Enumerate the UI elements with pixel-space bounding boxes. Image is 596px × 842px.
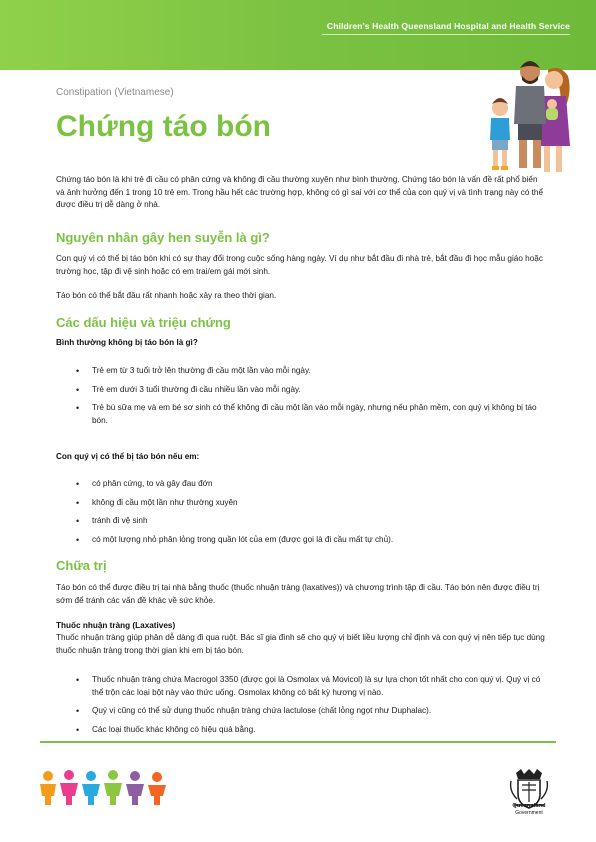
list-item: • Trẻ bú sữa mẹ và em bé sơ sinh có thể không đi cầu một lần vào mỗi ngày, nhưng nếu phân mềm, con quý vị không bị táo bón. bbox=[56, 402, 546, 427]
page-title: Chứng táo bón bbox=[56, 110, 272, 143]
list-item: • Các loại thuốc khác không có hiệu quả bằng. bbox=[56, 724, 546, 737]
causes-paragraph-1: Con quý vị có thể bị táo bón khi có sự thay đổi trong cuộc sống hàng ngày. Ví dụ như bắt đầu đi nhà trẻ, bắt đầu đi học mẫu giáo hoặc trường học, tập đi vệ sinh hoặc có em trai/em gái mới sinh. bbox=[56, 254, 543, 276]
list-item: • Thuốc nhuận tràng chứa Macrogol 3350 (được gọi là Osmolax và Movicol) là sự lựa chọn tốt nhất cho con quý vị. Quý vị có thể trộn các loại bột này vào thức uống. Osmolax không có bất kỳ hương vị nào. bbox=[56, 674, 546, 699]
figure-6 bbox=[148, 772, 166, 805]
figure-2 bbox=[60, 770, 78, 805]
document-subtitle: Constipation (Vietnamese) bbox=[56, 87, 174, 98]
gov-name-line-1: Queensland bbox=[512, 803, 546, 809]
list-item: • Trẻ em từ 3 tuổi trở lên thường đi cầu một lần vào mỗi ngày. bbox=[56, 365, 546, 378]
intro-paragraph: Chứng táo bón là khi trẻ đi cầu có phân cứng và không đi cầu thường xuyên như bình thường. Chứng táo bón là vấn đề rất phổ biến và ảnh hưởng đến 1 trong 10 trẻ em. Trong hầu hết các trường hợp, không có gì sai với cơ thể của con quý vị và tình trạng này có thể được điều trị dễ dàng ở nhà. bbox=[56, 175, 544, 210]
laxatives-list bbox=[56, 674, 546, 736]
symptoms-heading: Các dấu hiệu và triệu chứng bbox=[56, 315, 231, 330]
list-item: • Trẻ em dưới 3 tuổi thường đi cầu nhiều lần vào mỗi ngày. bbox=[56, 384, 546, 397]
footer-rule bbox=[40, 741, 556, 743]
list-item: • có phân cứng, to và gây đau đớn bbox=[56, 478, 546, 491]
figure-3 bbox=[82, 771, 100, 805]
treatment-paragraph: Táo bón có thể được điều trị tại nhà bằng thuốc (thuốc nhuận tràng (laxatives)) và chương trình tập đi cầu. Táo bón nên được điều trị sớm để tránh các vấn đề khác về sức khỏe. bbox=[56, 583, 540, 605]
family-illustration bbox=[486, 56, 572, 178]
children-figures-logo bbox=[40, 770, 170, 806]
header-rule bbox=[322, 34, 570, 35]
figure-5 bbox=[126, 771, 144, 805]
laxatives-paragraph: Thuốc nhuận tràng giúp phân dễ dàng đi qua ruột. Bác sĩ gia đình sẽ cho quý vị biết liều lượng chỉ định và con quý vị nên tiếp tục dùng thuốc nhuận tràng trong thời gian khi em bị táo bón. bbox=[56, 633, 545, 655]
causes-paragraph-2: Táo bón có thể bắt đầu rất nhanh hoặc xảy ra theo thời gian. bbox=[56, 291, 277, 300]
normal-list bbox=[56, 365, 546, 427]
treatment-heading: Chữa trị bbox=[56, 558, 107, 573]
figure-1 bbox=[40, 771, 56, 805]
figure-4 bbox=[104, 770, 122, 805]
gov-name-line-2: Government bbox=[515, 810, 543, 816]
list-item: • Quý vị cũng có thể sử dụng thuốc nhuận tràng chứa lactulose (chất lỏng ngọt như Duphalac). bbox=[56, 705, 546, 718]
laxatives-heading: Thuốc nhuận tràng (Laxatives) bbox=[56, 621, 176, 630]
list-item: • không đi cầu một lần như thường xuyên bbox=[56, 497, 546, 510]
service-name: Children’s Health Queensland Hospital and Health Service bbox=[326, 21, 570, 31]
constipated-list bbox=[56, 478, 546, 546]
constipated-heading: Con quý vị có thể bị táo bón nếu em: bbox=[56, 452, 200, 461]
normal-heading: Bình thường không bị táo bón là gì? bbox=[56, 338, 198, 347]
list-item: • tránh đi vệ sinh bbox=[56, 515, 546, 528]
list-item: • có một lượng nhỏ phân lỏng trong quần lót của em (được gọi là đi cầu mất tự chủ). bbox=[56, 534, 546, 547]
causes-heading: Nguyên nhân gây hen suyễn là gì? bbox=[56, 230, 270, 245]
